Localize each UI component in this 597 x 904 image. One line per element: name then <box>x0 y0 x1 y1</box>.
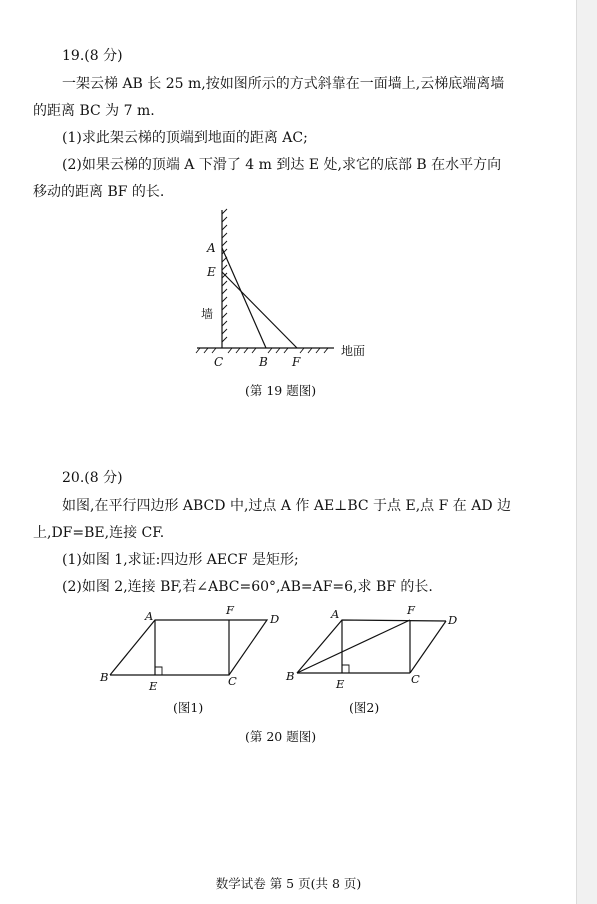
q19-part2a: (2)如果云梯的顶端 A 下滑了 4 m 到达 E 处,求它的底部 B 在水平方向 <box>62 157 502 173</box>
q20-caption: (第 20 题图) <box>245 729 317 744</box>
fig1-label-A: A <box>145 609 154 623</box>
fig1-caption: (图1) <box>173 700 204 715</box>
fig1-label-E: E <box>149 679 158 693</box>
q19-line1: 一架云梯 AB 长 25 m,按如图所示的方式斜靠在一面墙上,云梯底端离墙 <box>62 76 505 92</box>
label-A: A <box>207 241 216 255</box>
fig2-label-E: E <box>336 677 345 691</box>
fig1-parallelogram <box>110 620 267 675</box>
label-ground: 地面 <box>341 344 366 358</box>
q20-number: 20.(8 分) <box>62 470 123 486</box>
q20-line2: 上,DF=BE,连接 CF. <box>33 525 165 541</box>
label-B: B <box>259 355 268 369</box>
q20-part1: (1)如图 1,求证:四边形 AECF 是矩形; <box>62 552 299 568</box>
fig2-label-B: B <box>286 669 295 683</box>
q19-number: 19.(8 分) <box>62 48 123 64</box>
fig1-label-B: B <box>100 670 109 684</box>
fig2-label-D: D <box>448 613 458 627</box>
fig1-label-F: F <box>226 603 234 617</box>
page-footer: 数学试卷 第 5 页(共 8 页) <box>215 876 362 891</box>
q19-part1: (1)求此架云梯的顶端到地面的距离 AC; <box>62 130 308 146</box>
fig2-label-F: F <box>407 603 415 617</box>
q19-caption: (第 19 题图) <box>245 383 317 398</box>
label-E: E <box>207 265 216 279</box>
q20-line1: 如图,在平行四边形 ABCD 中,过点 A 作 AE⊥BC 于点 E,点 F 在 AD 边 <box>62 498 512 514</box>
fig1-label-D: D <box>270 612 280 626</box>
label-C: C <box>214 355 224 369</box>
q20-part2: (2)如图 2,连接 BF,若∠ABC=60°,AB=AF=6,求 BF 的长. <box>62 579 433 595</box>
fig2-caption: (图2) <box>349 700 380 715</box>
fig2-label-A: A <box>331 607 340 621</box>
fig2-label-C: C <box>411 672 420 686</box>
q19-line2: 的距离 BC 为 7 m. <box>33 103 155 119</box>
label-wall: 墙 <box>201 307 214 321</box>
fig1-label-C: C <box>228 674 237 688</box>
fig2-parallelogram <box>297 620 446 673</box>
label-F: F <box>292 355 301 369</box>
q19-part2b: 移动的距离 BF 的长. <box>33 184 165 200</box>
